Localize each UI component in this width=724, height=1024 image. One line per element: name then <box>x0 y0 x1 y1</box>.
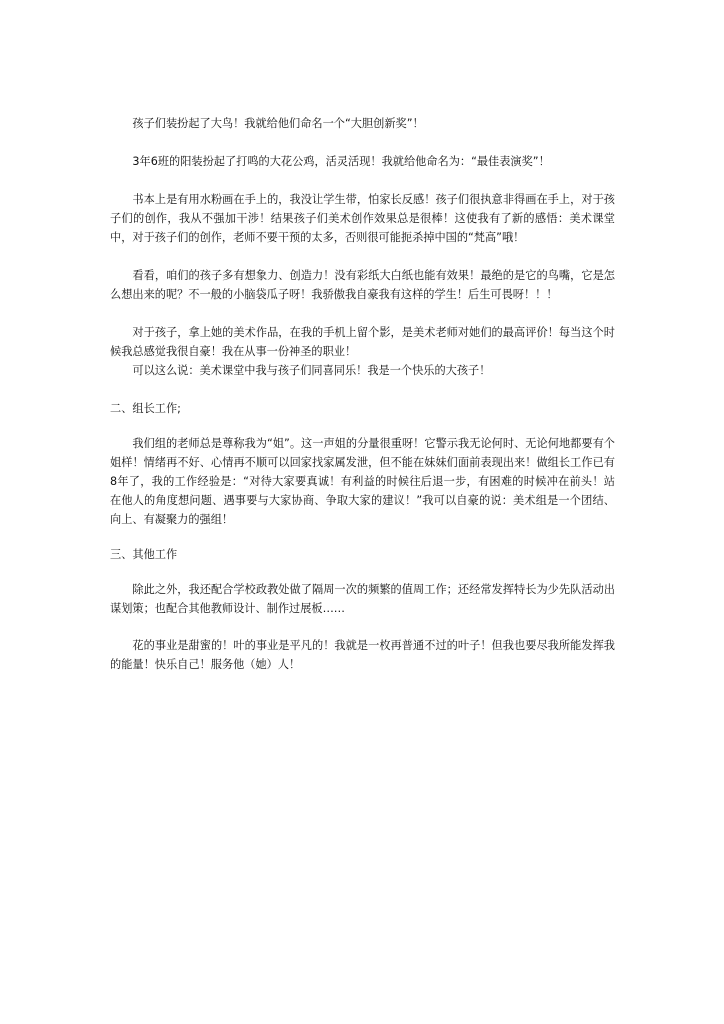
paragraph-happy-child: 可以这么说：美术课堂中我与孩子们同喜同乐！我是一个快乐的大孩子！ <box>132 364 491 377</box>
paragraph-imagination: 看看，咱们的孩子多有想象力、创造力！没有彩纸大白纸也能有效果！最绝的是它的鸟嘴，它是怎么想出来的呢？不一般的小脑袋瓜子呀！我骄傲我自豪我有这样的学生！后生可畏呀！！！ <box>110 269 615 301</box>
heading-group-leader-work: 二、组长工作; <box>110 402 181 415</box>
paragraph-leaf-closing: 花的事业是甜蜜的！叶的事业是平凡的！我就是一枚再普通不过的叶子！但我也要尽我所能发挥我的能量！快乐自己！服务他（她）人！ <box>110 639 615 671</box>
heading-other-work: 三、其他工作 <box>110 548 178 561</box>
paragraph-group-leader: 我们组的老师总是尊称我为“姐”。这一声姐的分量很重呀！它警示我无论何时、无论何地都要有个姐样！情绪再不好、心情再不顺可以回家找家属发泄，但不能在妹妹们面前表现出来！做组长工作已有8年了，我的工作经验是：“对待大家要真诚！有利益的时候往后退一步，有困难的时候冲在前头！站在他人的角度想问题、遇事要与大家协商、争取大家的建议！”我可以自豪的说：美术组是一个团结、向上、有凝聚力的强组！ <box>110 437 615 526</box>
paragraph-creative-freedom: 书本上是有用水粉画在手上的，我没让学生带，怕家长反感！孩子们很执意非得画在手上，对于孩子们的创作，我从不强加干涉！结果孩子们美术创作效果总是很棒！这使我有了新的感悟：美术课堂中，对于孩子们的创作，老师不要干预的太多，否则很可能扼杀掉中国的“梵高”哦！ <box>110 193 615 244</box>
paragraph-other-duties: 除此之外，我还配合学校政教处做了隔周一次的频繁的值周工作；还经常发挥特长为少先队活动出谋划策；也配合其他教师设计、制作过展板…… <box>110 583 615 615</box>
paragraph-big-bird-award: 孩子们装扮起了大鸟！我就给他们命名一个“大胆创新奖”！ <box>132 117 424 130</box>
paragraph-proud-teacher: 对于孩子，拿上她的美术作品，在我的手机上留个影，是美术老师对她们的最高评价！每当这个时候我总感觉我很自豪！我在从事一份神圣的职业！ <box>110 326 615 358</box>
paragraph-best-performance-award: 3年6班的阳装扮起了打鸣的大花公鸡，活灵活现！我就给他命名为：“最佳表演奖”！ <box>132 155 550 168</box>
